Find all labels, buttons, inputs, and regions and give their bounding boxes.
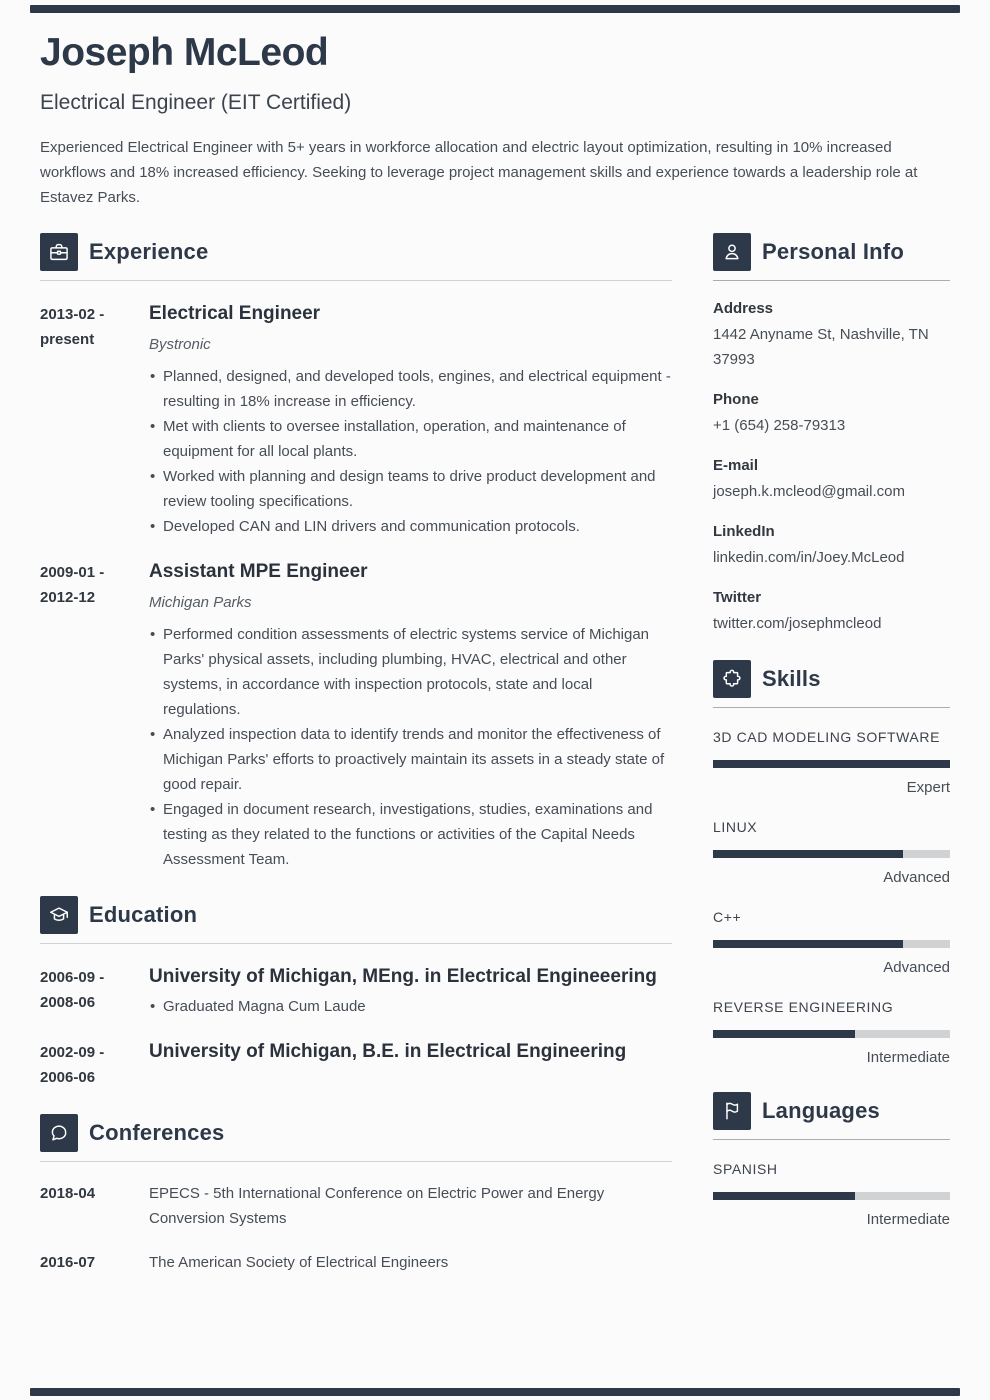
section-languages	[713, 1092, 950, 1230]
personal-info-rule	[713, 280, 950, 281]
education-header	[40, 896, 672, 934]
section-conferences	[40, 1114, 672, 1275]
info-field	[713, 454, 950, 504]
skill-level: Expert	[906, 779, 950, 796]
candidate-job-title: Electrical Engineer (EIT Certified)	[40, 91, 352, 114]
bullet-item: • Met with clients to oversee installation, operation, and maintenance of equipment for all local plants.	[149, 414, 672, 464]
entry-degree: University of Michigan, B.E. in Electrical Engineering	[149, 1041, 627, 1062]
language-name: SPANISH	[713, 1161, 778, 1177]
conference-text: EPECS - 5th International Conference on Electric Power and Energy Conversion Systems	[149, 1185, 605, 1227]
language-level: Intermediate	[866, 1211, 950, 1228]
section-personal-info	[713, 233, 950, 636]
field-label: Address	[713, 300, 774, 317]
experience-entry	[40, 560, 672, 872]
experience-rule	[40, 280, 672, 281]
entry-degree: University of Michigan, MEng. in Electrical Engineeering	[149, 966, 657, 987]
entry-bullets	[149, 622, 672, 872]
conferences-title: Conferences	[89, 1120, 225, 1145]
field-label: Twitter	[713, 589, 762, 606]
bullet-item: • Planned, designed, and developed tools, engines, and electrical equipment - resulting in 18% increase in efficiency.	[149, 364, 672, 414]
bullet-item: • Performed condition assessments of electric systems service of Michigan Parks' physical assets, including plumbing, HVAC, electrical and other systems, in accordance with inspection protocols, state and local regulations.	[149, 622, 672, 722]
info-field	[713, 586, 950, 636]
language-item	[713, 1159, 950, 1230]
date-to: 2006-06	[40, 1069, 96, 1086]
date-from: 2009-01 -	[40, 564, 105, 581]
conference-text: The American Society of Electrical Engineers	[149, 1254, 449, 1271]
field-value: 1442 Anyname St, Nashville, TN 37993	[713, 326, 929, 368]
person-icon	[713, 233, 751, 271]
experience-entry	[40, 302, 672, 539]
field-value: twitter.com/josephmcleod	[713, 615, 882, 632]
section-skills	[713, 660, 950, 1068]
info-field	[713, 388, 950, 438]
speech-bubble-icon	[40, 1114, 78, 1152]
languages-header	[713, 1092, 950, 1130]
conference-entry	[40, 1181, 672, 1231]
info-field	[713, 520, 950, 570]
graduation-cap-icon	[40, 896, 78, 934]
skill-name: REVERSE ENGINEERING	[713, 999, 894, 1015]
top-accent-bar	[30, 5, 960, 13]
bottom-accent-bar	[30, 1388, 960, 1396]
date-from: 2006-09 -	[40, 969, 105, 986]
entry-bullets	[149, 364, 672, 539]
skill-level: Advanced	[883, 869, 950, 886]
education-rule	[40, 943, 672, 944]
sidebar	[713, 233, 950, 1275]
languages-title: Languages	[762, 1098, 880, 1123]
entry-dates	[40, 965, 149, 1019]
bullet-item: • Engaged in document research, investigations, studies, examinations and testing as they related to the functions or activities of the Capital Needs Assessment Team.	[149, 797, 672, 872]
info-field	[713, 297, 950, 372]
bullet-item: • Graduated Magna Cum Laude	[149, 994, 672, 1019]
date-to: 2012-12	[40, 589, 96, 606]
languages-rule	[713, 1139, 950, 1140]
field-label: LinkedIn	[713, 523, 775, 540]
entry-company: Michigan Parks	[149, 594, 252, 611]
entry-dates	[40, 302, 149, 539]
language-bar-track	[713, 1192, 950, 1200]
skill-item	[713, 727, 950, 798]
date-from: 2013-02 -	[40, 306, 105, 323]
skill-level: Intermediate	[866, 1049, 950, 1066]
education-title: Education	[89, 902, 198, 927]
skill-bar-fill	[713, 940, 903, 948]
entry-dates	[40, 1040, 149, 1090]
flag-icon	[713, 1092, 751, 1130]
entry-bullets	[149, 994, 672, 1019]
experience-title: Experience	[89, 239, 209, 264]
briefcase-icon	[40, 233, 78, 271]
date-to: present	[40, 331, 95, 348]
field-value: linkedin.com/in/Joey.McLeod	[713, 549, 905, 566]
skills-header	[713, 660, 950, 698]
entry-role: Assistant MPE Engineer	[149, 561, 368, 582]
conferences-header	[40, 1114, 672, 1152]
conference-date: 2016-07	[40, 1254, 96, 1271]
skill-bar-track	[713, 940, 950, 948]
date-to: 2008-06	[40, 994, 96, 1011]
main-column	[40, 233, 672, 1275]
skill-name: C++	[713, 909, 742, 925]
personal-info-header	[713, 233, 950, 271]
skill-bar-fill	[713, 760, 950, 768]
education-entry	[40, 1040, 672, 1090]
field-label: E-mail	[713, 457, 759, 474]
experience-header	[40, 233, 672, 271]
puzzle-icon	[713, 660, 751, 698]
date-from: 2002-09 -	[40, 1044, 105, 1061]
skill-bar-fill	[713, 1030, 855, 1038]
section-education	[40, 896, 672, 1090]
conference-date: 2018-04	[40, 1185, 96, 1202]
skills-title: Skills	[762, 666, 821, 691]
skill-item	[713, 907, 950, 978]
skill-level: Advanced	[883, 959, 950, 976]
field-label: Phone	[713, 391, 759, 408]
skill-bar-track	[713, 850, 950, 858]
education-entry	[40, 965, 672, 1019]
section-experience	[40, 233, 672, 872]
bullet-item: • Worked with planning and design teams to drive product development and review tooling specifications.	[149, 464, 672, 514]
entry-dates	[40, 560, 149, 872]
skill-bar-track	[713, 1030, 950, 1038]
conferences-rule	[40, 1161, 672, 1162]
entry-company: Bystronic	[149, 336, 211, 353]
bullet-item: • Developed CAN and LIN drivers and communication protocols.	[149, 514, 672, 539]
personal-info-title: Personal Info	[762, 239, 904, 264]
skill-bar-fill	[713, 850, 903, 858]
entry-role: Electrical Engineer	[149, 303, 321, 324]
language-bar-fill	[713, 1192, 855, 1200]
skill-item	[713, 817, 950, 888]
conference-entry	[40, 1250, 672, 1275]
candidate-name: Joseph McLeod	[40, 31, 329, 74]
bullet-item: • Analyzed inspection data to identify trends and monitor the effectiveness of Michigan Parks' efforts to proactively maintain its assets in a steady state of good repair.	[149, 722, 672, 797]
skill-name: 3D CAD MODELING SOFTWARE	[713, 729, 941, 745]
skill-name: LINUX	[713, 819, 758, 835]
professional-summary: Experienced Electrical Engineer with 5+ years in workforce allocation and electric layout optimization, resulting in 10% increased workflows and 18% increased efficiency. Seeking to leverage project management skills and experience towards a leadership role at Estavez Parks.	[40, 139, 918, 206]
skill-item	[713, 997, 950, 1068]
field-value: joseph.k.mcleod@gmail.com	[713, 483, 905, 500]
skills-rule	[713, 707, 950, 708]
field-value: +1 (654) 258-79313	[713, 417, 846, 434]
skill-bar-track	[713, 760, 950, 768]
